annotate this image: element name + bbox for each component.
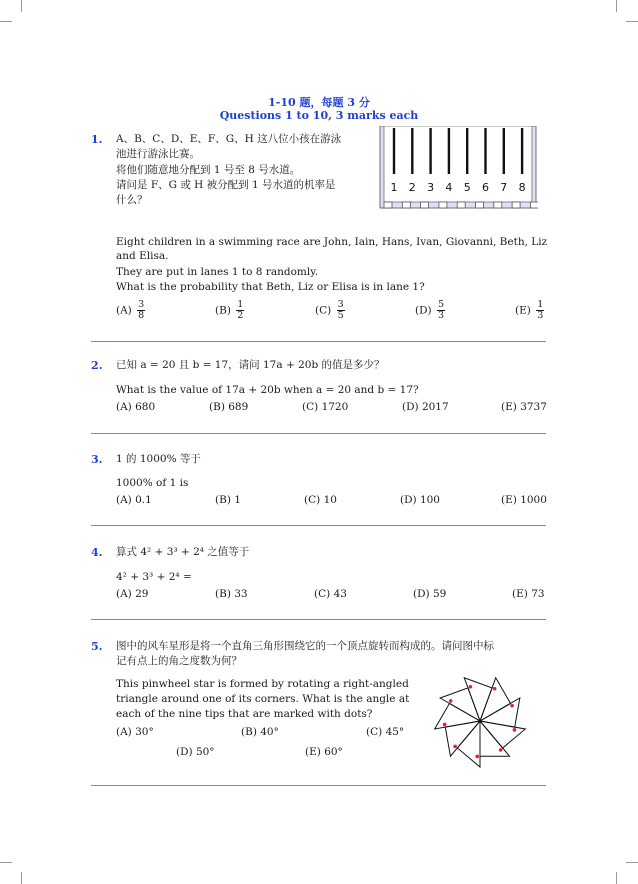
fraction: $\frac{1}{3}$ (537, 299, 544, 321)
option-label: (C) (315, 304, 332, 317)
q1-text-zh: 什么？ (116, 194, 148, 206)
answer-option-e[interactable]: (E) 3737 (501, 401, 547, 413)
divider (91, 525, 546, 526)
question-number: 3. (91, 453, 103, 466)
starting-block (439, 202, 447, 208)
crop-mark (616, 0, 617, 12)
q5-text-zh: 记有点上的角之度数为何？ (116, 655, 242, 667)
q1-text-zh: A、B、C、D、E、F、G、H 这八位小孩在游泳 (116, 133, 342, 145)
starting-block (476, 202, 484, 208)
q1-text-zh: 池进行游泳比赛。 (116, 148, 200, 160)
answer-option-c[interactable] (315, 300, 345, 321)
crop-mark (626, 862, 638, 863)
q5-text-zh: 图中的风车星形是将一个直角三角形围绕它的一个顶点旋转而构成的。请问图中标 (116, 640, 494, 652)
starting-block (421, 202, 429, 208)
q1-text-en: Eight children in a swimming race are John, Iain, Hans, Ivan, Giovanni, Beth, Liz (116, 236, 548, 248)
answer-option-a[interactable]: (A) 680 (116, 401, 156, 413)
q2-text-zh: 已知 a = 20 且 b = 17，请问 17a + 20b 的值是多少？ (116, 359, 385, 371)
option-label: (B) (215, 304, 231, 317)
lane-number: 4 (445, 181, 453, 194)
lane-number: 8 (518, 181, 526, 194)
crop-mark (626, 21, 638, 22)
pinwheel-triangle (435, 703, 480, 729)
swimming-pool-figure (378, 126, 538, 212)
option-label: (A) (116, 304, 132, 317)
starting-block (530, 202, 538, 208)
answer-option-b[interactable]: (B) 1 (215, 494, 241, 506)
q4-text-zh: 算式 4² + 3³ + 2⁴ 之值等于 (116, 546, 250, 558)
starting-block (494, 202, 502, 208)
pinwheel-triangle (480, 721, 510, 756)
divider (91, 433, 546, 434)
crop-mark (0, 862, 12, 863)
option-label: (E) (515, 304, 531, 317)
answer-option-d[interactable]: (D) 2017 (402, 401, 449, 413)
answer-option-a[interactable] (116, 300, 145, 321)
tip-dot (499, 748, 503, 752)
crop-mark (21, 0, 22, 12)
q3-text-en: 1000% of 1 is (116, 477, 189, 489)
answer-option-d[interactable]: (D) 100 (400, 494, 440, 506)
q5-text-en: each of the nine tips that are marked with dots? (116, 708, 373, 720)
lane-number: 5 (463, 181, 471, 194)
crop-mark (21, 872, 22, 884)
answer-option-a[interactable]: (A) 30° (116, 726, 154, 738)
tip-dot (469, 685, 473, 689)
section-heading-en: Questions 1 to 10, 3 marks each (219, 109, 419, 122)
tip-dot (510, 704, 514, 708)
answer-option-d[interactable]: (D) 59 (413, 588, 447, 600)
q5-text-en: triangle around one of its corners. What is the angle at (116, 693, 410, 705)
tip-dot (453, 745, 457, 749)
divider (91, 619, 546, 620)
tip-dot (493, 687, 497, 691)
lane-number: 1 (390, 181, 398, 194)
q2-text-en: What is the value of 17a + 20b when a = 20 and b = 17? (116, 384, 419, 396)
pinwheel-triangle (480, 678, 511, 721)
question-number: 5. (91, 640, 103, 653)
answer-option-d[interactable] (415, 300, 445, 321)
tip-dot (449, 699, 453, 703)
pinwheel-star-figure (430, 672, 530, 772)
answer-option-b[interactable] (215, 300, 244, 321)
answer-option-e[interactable] (515, 300, 544, 321)
answer-option-d[interactable]: (D) 50° (176, 746, 215, 758)
lane-number: 7 (500, 181, 508, 194)
question-number: 2. (91, 359, 103, 372)
answer-option-c[interactable]: (C) 1720 (302, 401, 349, 413)
pinwheel-triangle (480, 721, 525, 748)
question-number: 4. (91, 546, 103, 559)
q1-text-en: and Elisa. (116, 250, 169, 262)
answer-option-c[interactable]: (C) 45° (366, 726, 405, 738)
answer-option-e[interactable]: (E) 73 (512, 588, 545, 600)
fraction: $\frac{3}{5}$ (337, 299, 344, 321)
crop-mark (616, 872, 617, 884)
question-number: 1. (91, 133, 103, 146)
fraction: $\frac{1}{2}$ (237, 299, 244, 321)
starting-block (384, 202, 392, 208)
crop-mark (0, 21, 12, 22)
pinwheel-triangle (480, 698, 520, 727)
lane-number: 2 (408, 181, 416, 194)
starting-block (402, 202, 410, 208)
q4-text-en: 4² + 3³ + 2⁴ = (116, 571, 192, 583)
lane-number: 3 (427, 181, 435, 194)
q3-text-zh: 1 的 1000% 等于 (116, 453, 201, 465)
fraction: $\frac{5}{3}$ (437, 299, 445, 321)
answer-option-a[interactable]: (A) 29 (116, 588, 149, 600)
divider (91, 785, 546, 786)
q5-text-en: This pinwheel star is formed by rotating a right-angled (116, 678, 409, 690)
fraction: $\frac{3}{8}$ (138, 299, 145, 321)
q1-text-zh: 将他们随意地分配到 1 号至 8 号水道。 (116, 164, 301, 176)
divider (91, 341, 546, 342)
answer-option-b[interactable]: (B) 40° (241, 726, 279, 738)
answer-option-c[interactable]: (C) 43 (314, 588, 347, 600)
answer-option-b[interactable]: (B) 689 (209, 401, 249, 413)
starting-block (512, 202, 520, 208)
starting-block (457, 202, 465, 208)
answer-option-c[interactable]: (C) 10 (304, 494, 337, 506)
tip-dot (475, 755, 479, 759)
section-heading-zh: 1-10 题，每题 3 分 (268, 96, 370, 109)
q1-text-en: They are put in lanes 1 to 8 randomly. (116, 266, 319, 278)
answer-option-a[interactable]: (A) 0.1 (116, 494, 152, 506)
q1-text-zh: 请问是 F、G 或 H 被分配到 1 号水道的机率是 (116, 179, 336, 191)
q1-text-en: What is the probability that Beth, Liz or Elisa is in lane 1? (116, 281, 425, 293)
tip-dot (443, 723, 447, 727)
lane-number: 6 (482, 181, 489, 194)
answer-option-b[interactable]: (B) 33 (215, 588, 248, 600)
answer-option-e[interactable]: (E) 1000 (501, 494, 547, 506)
answer-option-e[interactable]: (E) 60° (305, 746, 343, 758)
tip-dot (513, 728, 517, 732)
option-label: (D) (415, 304, 432, 317)
